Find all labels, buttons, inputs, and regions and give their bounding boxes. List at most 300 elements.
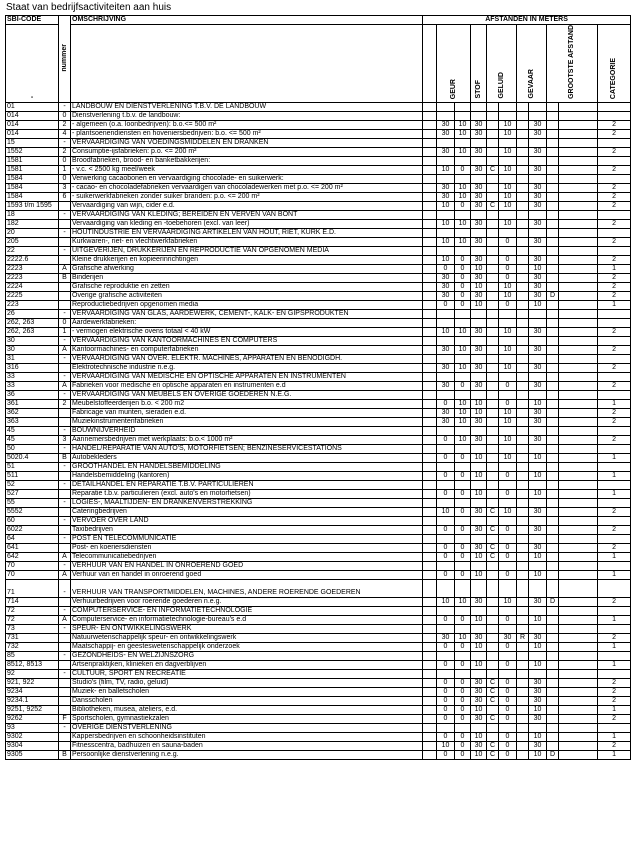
spacer-cell xyxy=(559,426,598,435)
grootste-afstand-cell: 10 xyxy=(529,732,547,741)
spacer-cell xyxy=(423,408,437,417)
spacer-cell xyxy=(423,381,437,390)
spacer-cell xyxy=(423,327,437,336)
stof-cell xyxy=(455,651,471,660)
geluid-mark-cell xyxy=(487,534,499,543)
sbi-code-cell: 9305 xyxy=(6,750,59,759)
omschrijving-cell: Kantoormachines- en computerfabrieken xyxy=(71,345,423,354)
nummer-cell: - xyxy=(59,444,71,453)
grootste-mark-cell xyxy=(547,399,559,408)
stof-cell: 0 xyxy=(455,381,471,390)
omschrijving-cell: Fitnesscentra, badhuizen en sauna-baden xyxy=(71,741,423,750)
spacer-cell xyxy=(423,480,437,489)
geluid-mark-cell: C xyxy=(487,678,499,687)
sbi-code-cell: 15 xyxy=(6,138,59,147)
gevaar-cell: 0 xyxy=(499,471,517,480)
grootste-afstand-cell: 30 xyxy=(529,282,547,291)
gevaar-cell: 0 xyxy=(499,399,517,408)
nummer-cell xyxy=(59,291,71,300)
geluid-cell xyxy=(471,354,487,363)
gevaar-mark-cell xyxy=(517,651,529,660)
geluid-mark-cell: C xyxy=(487,165,499,174)
stof-cell: 0 xyxy=(455,291,471,300)
grootste-mark-cell xyxy=(547,327,559,336)
geur-cell xyxy=(437,111,455,120)
gevaar-mark-cell xyxy=(517,111,529,120)
sbi-code-cell: 8512, 8513 xyxy=(6,660,59,669)
stof-cell: 0 xyxy=(455,300,471,309)
gevaar-cell xyxy=(499,606,517,615)
spacer-cell xyxy=(423,561,437,570)
geluid-mark-cell xyxy=(487,660,499,669)
geluid-mark-cell xyxy=(487,462,499,471)
nummer-cell: - xyxy=(59,498,71,507)
geluid-mark-cell xyxy=(487,381,499,390)
table-row xyxy=(6,147,631,156)
sbi-code-cell: 72 xyxy=(6,606,59,615)
geluid-cell: 30 xyxy=(471,435,487,444)
grootste-mark-cell xyxy=(547,525,559,534)
sbi-code-cell: 223 xyxy=(6,300,59,309)
spacer-cell xyxy=(559,444,598,453)
gevaar-mark-cell xyxy=(517,669,529,678)
spacer-cell xyxy=(423,660,437,669)
grootste-afstand-cell xyxy=(529,444,547,453)
categorie-cell xyxy=(598,498,631,507)
spacer-cell xyxy=(423,129,437,138)
grootste-afstand-cell xyxy=(529,651,547,660)
geluid-mark-cell xyxy=(487,732,499,741)
spacer-cell xyxy=(559,516,598,525)
sbi-code-cell: 18 xyxy=(6,210,59,219)
geur-cell: 30 xyxy=(437,417,455,426)
gevaar-cell: 0 xyxy=(499,741,517,750)
geur-cell xyxy=(437,426,455,435)
grootste-mark-cell xyxy=(547,723,559,732)
categorie-cell xyxy=(598,138,631,147)
categorie-cell xyxy=(598,354,631,363)
grootste-mark-cell xyxy=(547,183,559,192)
gevaar-cell xyxy=(499,561,517,570)
stof-cell xyxy=(455,426,471,435)
gevaar-cell xyxy=(499,480,517,489)
nummer-cell xyxy=(59,507,71,516)
gevaar-cell: 10 xyxy=(499,435,517,444)
omschrijving-cell: SPEUR- EN ONTWIKKELINGSWERK xyxy=(71,624,423,633)
stof-cell: 10 xyxy=(455,399,471,408)
spacer-cell xyxy=(423,705,437,714)
nummer-cell: A xyxy=(59,552,71,561)
spacer-cell xyxy=(423,165,437,174)
grootste-mark-cell xyxy=(547,102,559,111)
spacer-cell xyxy=(423,732,437,741)
sbi-code-cell: 26 xyxy=(6,309,59,318)
table-row xyxy=(6,399,631,408)
geur-cell xyxy=(437,534,455,543)
stof-cell: 10 xyxy=(455,147,471,156)
header-sbi: SBI-CODE xyxy=(6,16,59,25)
spacer-cell xyxy=(559,561,598,570)
table-row xyxy=(6,471,631,480)
geluid-mark-cell xyxy=(487,417,499,426)
gevaar-mark-cell xyxy=(517,183,529,192)
gevaar-cell xyxy=(499,228,517,237)
geur-cell: 0 xyxy=(437,471,455,480)
stof-cell: 10 xyxy=(455,417,471,426)
gevaar-cell: 0 xyxy=(499,237,517,246)
spacer-cell xyxy=(559,192,598,201)
spacer-cell xyxy=(559,327,598,336)
geluid-cell: 30 xyxy=(471,543,487,552)
categorie-cell xyxy=(598,246,631,255)
sbi-code-cell: 714 xyxy=(6,597,59,606)
stof-cell xyxy=(455,318,471,327)
nummer-cell: 3 xyxy=(59,435,71,444)
gevaar-cell: 0 xyxy=(499,543,517,552)
categorie-cell xyxy=(598,426,631,435)
stof-cell: 0 xyxy=(455,696,471,705)
omschrijving-cell: Taxibedrijven xyxy=(71,525,423,534)
geluid-cell: 30 xyxy=(471,237,487,246)
stof-cell xyxy=(455,498,471,507)
gevaar-cell: 0 xyxy=(499,300,517,309)
nummer-cell: - xyxy=(59,534,71,543)
grootste-mark-cell xyxy=(547,318,559,327)
table-row xyxy=(6,669,631,678)
gevaar-mark-cell xyxy=(517,165,529,174)
gevaar-cell: 0 xyxy=(499,696,517,705)
grootste-afstand-cell: 30 xyxy=(529,543,547,552)
omschrijving-cell: DETAILHANDEL EN REPARATIE T.B.V. PARTICULIEREN xyxy=(71,480,423,489)
sbi-code-cell: 33 xyxy=(6,381,59,390)
geluid-cell xyxy=(471,138,487,147)
spacer-cell xyxy=(559,624,598,633)
spacer-cell xyxy=(423,147,437,156)
grootste-mark-cell xyxy=(547,345,559,354)
stof-cell: 0 xyxy=(455,525,471,534)
spacer-cell xyxy=(423,579,437,597)
geluid-cell: 30 xyxy=(471,345,487,354)
nummer-cell xyxy=(59,219,71,228)
geur-cell: 30 xyxy=(437,291,455,300)
spacer-cell xyxy=(559,219,598,228)
geluid-cell: 10 xyxy=(471,408,487,417)
geluid-mark-cell: C xyxy=(487,525,499,534)
spacer-cell xyxy=(559,597,598,606)
sbi-code-cell: 9251, 9252 xyxy=(6,705,59,714)
gevaar-mark-cell xyxy=(517,246,529,255)
geluid-mark-cell xyxy=(487,273,499,282)
grootste-afstand-cell: 30 xyxy=(529,417,547,426)
omschrijving-cell: VERHUUR VAN TRANSPORTMIDDELEN, MACHINES, ANDERE ROERENDE GOEDEREN xyxy=(71,579,423,597)
gevaar-cell: 0 xyxy=(499,381,517,390)
gevaar-mark-cell xyxy=(517,525,529,534)
geluid-mark-cell xyxy=(487,669,499,678)
spacer-cell xyxy=(559,246,598,255)
gevaar-cell: 0 xyxy=(499,732,517,741)
geluid-cell xyxy=(471,174,487,183)
gevaar-cell xyxy=(499,723,517,732)
spacer-cell xyxy=(423,570,437,579)
grootste-mark-cell xyxy=(547,507,559,516)
table-row xyxy=(6,732,631,741)
sbi-code-cell: 50 xyxy=(6,444,59,453)
omschrijving-cell: Muziekinstrumentenfabrieken xyxy=(71,417,423,426)
gevaar-mark-cell xyxy=(517,462,529,471)
nummer-cell: A xyxy=(59,615,71,624)
geur-cell xyxy=(437,516,455,525)
categorie-cell: 2 xyxy=(598,273,631,282)
stof-cell: 0 xyxy=(455,660,471,669)
spacer-cell xyxy=(423,678,437,687)
geur-cell: 10 xyxy=(437,507,455,516)
table-row xyxy=(6,534,631,543)
table-row xyxy=(6,615,631,624)
nummer-cell xyxy=(59,696,71,705)
gevaar-mark-cell xyxy=(517,237,529,246)
table-row xyxy=(6,327,631,336)
geluid-cell xyxy=(471,579,487,597)
table-row xyxy=(6,318,631,327)
sbi-code-cell: 60 xyxy=(6,516,59,525)
table-row xyxy=(6,192,631,201)
nummer-cell: - xyxy=(59,561,71,570)
grootste-mark-cell xyxy=(547,660,559,669)
sbi-code-cell: 55 xyxy=(6,498,59,507)
table-row xyxy=(6,507,631,516)
header-afstanden: AFSTANDEN IN METERS xyxy=(423,16,631,25)
gevaar-mark-cell xyxy=(517,327,529,336)
omschrijving-cell: Artsenpraktijken, klinieken en dagverblijven xyxy=(71,660,423,669)
stof-cell: 0 xyxy=(455,714,471,723)
gevaar-cell: 0 xyxy=(499,552,517,561)
grootste-afstand-cell xyxy=(529,480,547,489)
grootste-afstand-cell xyxy=(529,336,547,345)
gevaar-mark-cell xyxy=(517,570,529,579)
gevaar-mark-cell xyxy=(517,309,529,318)
spacer-cell xyxy=(423,597,437,606)
grootste-afstand-cell: 30 xyxy=(529,435,547,444)
categorie-cell xyxy=(598,102,631,111)
nummer-cell: - xyxy=(59,516,71,525)
spacer-cell xyxy=(423,498,437,507)
geluid-mark-cell xyxy=(487,246,499,255)
spacer-cell xyxy=(559,552,598,561)
activities-table xyxy=(5,15,631,760)
gevaar-mark-cell xyxy=(517,552,529,561)
geur-cell: 0 xyxy=(437,453,455,462)
spacer-cell xyxy=(423,633,437,642)
gevaar-cell xyxy=(499,336,517,345)
spacer-cell xyxy=(423,615,437,624)
spacer-cell xyxy=(559,381,598,390)
gevaar-mark-cell xyxy=(517,597,529,606)
grootste-mark-cell xyxy=(547,417,559,426)
table-row xyxy=(6,606,631,615)
categorie-cell: 1 xyxy=(598,642,631,651)
sbi-code-cell: 92 xyxy=(6,669,59,678)
geluid-mark-cell xyxy=(487,444,499,453)
sbi-code-cell: 732 xyxy=(6,642,59,651)
sbi-code-cell: 262, 263 xyxy=(6,327,59,336)
grootste-afstand-cell: 30 xyxy=(529,714,547,723)
geluid-cell xyxy=(471,462,487,471)
omschrijving-cell: Handelsbemiddeling (kantoren) xyxy=(71,471,423,480)
omschrijving-cell: Vervaardiging van kleding en -toebehoren (excl. van leer) xyxy=(71,219,423,228)
geur-cell: 0 xyxy=(437,714,455,723)
spacer-cell xyxy=(423,318,437,327)
geur-cell xyxy=(437,102,455,111)
table-row xyxy=(6,336,631,345)
stof-cell xyxy=(455,444,471,453)
geur-cell xyxy=(437,174,455,183)
geur-cell: 0 xyxy=(437,660,455,669)
table-row xyxy=(6,417,631,426)
gevaar-mark-cell xyxy=(517,354,529,363)
categorie-cell xyxy=(598,516,631,525)
gevaar-mark-cell xyxy=(517,363,529,372)
sbi-code-cell: 1593 t/m 1595 xyxy=(6,201,59,210)
nummer-cell: - xyxy=(59,669,71,678)
stof-cell xyxy=(455,156,471,165)
geluid-cell xyxy=(471,723,487,732)
table-row xyxy=(6,642,631,651)
geluid-cell xyxy=(471,624,487,633)
grootste-mark-cell xyxy=(547,615,559,624)
gevaar-mark-cell xyxy=(517,480,529,489)
grootste-afstand-cell xyxy=(529,426,547,435)
sbi-code-cell: 20 xyxy=(6,228,59,237)
omschrijving-cell: VERVAARDIGING VAN GLAS, AARDEWERK, CEMENT-, KALK- EN GIPSPRODUKTEN xyxy=(71,309,423,318)
gevaar-cell: 10 xyxy=(499,192,517,201)
grootste-afstand-cell: 30 xyxy=(529,525,547,534)
gevaar-mark-cell xyxy=(517,435,529,444)
geluid-mark-cell xyxy=(487,408,499,417)
geluid-mark-cell xyxy=(487,642,499,651)
gevaar-cell: 0 xyxy=(499,273,517,282)
gevaar-mark-cell xyxy=(517,498,529,507)
geluid-mark-cell xyxy=(487,615,499,624)
omschrijving-cell: Grafische afwerking xyxy=(71,264,423,273)
geur-cell: 10 xyxy=(437,327,455,336)
table-row xyxy=(6,174,631,183)
table-row xyxy=(6,156,631,165)
grootste-mark-cell xyxy=(547,732,559,741)
nummer-cell: - xyxy=(59,372,71,381)
geluid-cell: 30 xyxy=(471,381,487,390)
nummer-cell xyxy=(59,300,71,309)
geluid-mark-cell xyxy=(487,516,499,525)
table-row xyxy=(6,426,631,435)
categorie-cell: 1 xyxy=(598,489,631,498)
geur-cell: 10 xyxy=(437,255,455,264)
header-geluid: GELUID xyxy=(497,72,505,99)
sbi-code-cell: 641 xyxy=(6,543,59,552)
table-row xyxy=(6,516,631,525)
sbi-code-cell: 52 xyxy=(6,480,59,489)
spacer-cell xyxy=(559,525,598,534)
omschrijving-cell: Computerservice- en informatietechnologie-bureau's e.d xyxy=(71,615,423,624)
sbi-code-cell: 9304 xyxy=(6,741,59,750)
categorie-cell xyxy=(598,390,631,399)
geluid-mark-cell xyxy=(487,651,499,660)
spacer-cell xyxy=(559,543,598,552)
grootste-mark-cell xyxy=(547,381,559,390)
geluid-mark-cell xyxy=(487,309,499,318)
omschrijving-cell: VERVAARDIGING VAN KANTOORMACHINES EN COMPUTERS xyxy=(71,336,423,345)
gevaar-cell xyxy=(499,156,517,165)
gevaar-mark-cell xyxy=(517,120,529,129)
geur-cell: 10 xyxy=(437,237,455,246)
gevaar-mark-cell xyxy=(517,138,529,147)
spacer-cell xyxy=(559,228,598,237)
spacer-cell xyxy=(423,156,437,165)
grootste-mark-cell xyxy=(547,354,559,363)
omschrijving-cell: Verwerking cacaobonen en vervaardiging chocolade- en suikerwerk: xyxy=(71,174,423,183)
grootste-mark-cell xyxy=(547,462,559,471)
categorie-cell: 2 xyxy=(598,183,631,192)
spacer-cell xyxy=(423,354,437,363)
omschrijving-cell: Post- en koeriersdiensten xyxy=(71,543,423,552)
grootste-mark-cell xyxy=(547,210,559,219)
stof-cell: 0 xyxy=(455,687,471,696)
table-row xyxy=(6,651,631,660)
nummer-cell xyxy=(59,408,71,417)
spacer-cell xyxy=(423,462,437,471)
spacer-cell xyxy=(423,138,437,147)
gevaar-mark-cell: R xyxy=(517,633,529,642)
grootste-afstand-cell xyxy=(529,210,547,219)
spacer-cell xyxy=(559,354,598,363)
stof-cell: 0 xyxy=(455,543,471,552)
categorie-cell: 2 xyxy=(598,417,631,426)
sbi-code-cell: 73 xyxy=(6,624,59,633)
spacer-cell xyxy=(559,732,598,741)
grootste-afstand-cell: 30 xyxy=(529,678,547,687)
geluid-mark-cell xyxy=(487,255,499,264)
gevaar-cell xyxy=(499,390,517,399)
stof-cell xyxy=(455,462,471,471)
header-gevaar: GEVAAR xyxy=(527,69,535,99)
grootste-afstand-cell xyxy=(529,606,547,615)
geluid-cell: 30 xyxy=(471,507,487,516)
grootste-afstand-cell xyxy=(529,579,547,597)
gevaar-cell: 10 xyxy=(499,291,517,300)
spacer-cell xyxy=(559,363,598,372)
grootste-mark-cell xyxy=(547,669,559,678)
omschrijving-cell: Dansscholen xyxy=(71,696,423,705)
geluid-mark-cell xyxy=(487,210,499,219)
categorie-cell: 1 xyxy=(598,552,631,561)
header-nummer: nummer xyxy=(60,43,68,72)
grootste-mark-cell xyxy=(547,543,559,552)
geluid-mark-cell xyxy=(487,570,499,579)
gevaar-cell: 0 xyxy=(499,615,517,624)
categorie-cell: 2 xyxy=(598,543,631,552)
gevaar-mark-cell xyxy=(517,444,529,453)
omschrijving-cell: Fabricage van munten, sieraden e.d. xyxy=(71,408,423,417)
geluid-cell: 10 xyxy=(471,453,487,462)
sbi-code-cell: 262, 263 xyxy=(6,318,59,327)
spacer-cell xyxy=(559,165,598,174)
grootste-mark-cell: D xyxy=(547,750,559,759)
omschrijving-cell: VERVOER OVER LAND xyxy=(71,516,423,525)
grootste-afstand-cell: 30 xyxy=(529,507,547,516)
grootste-mark-cell xyxy=(547,129,559,138)
gevaar-mark-cell xyxy=(517,300,529,309)
spacer-cell xyxy=(559,201,598,210)
categorie-cell xyxy=(598,444,631,453)
